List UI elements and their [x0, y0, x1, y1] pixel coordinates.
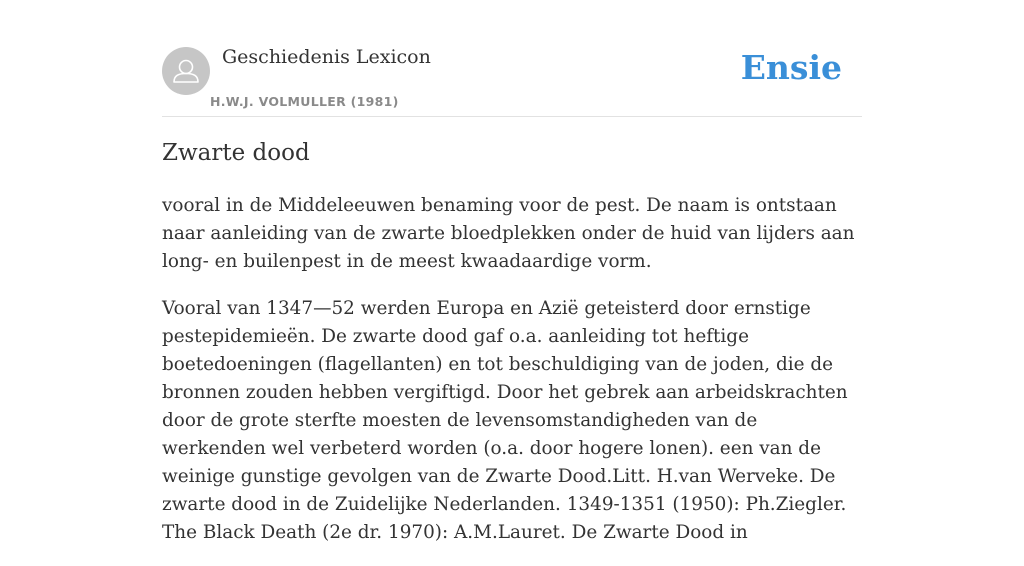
brand-logo[interactable]: Ensie [740, 48, 842, 87]
entry-body [162, 192, 862, 566]
header [162, 0, 862, 117]
avatar[interactable] [162, 47, 210, 95]
entry-page [162, 0, 862, 543]
user-silhouette-icon [162, 47, 210, 95]
book-title[interactable]: Geschiedenis Lexicon [222, 46, 431, 68]
entry-title: Zwarte dood [162, 140, 310, 166]
author-credit[interactable]: H.W.J. VOLMULLER (1981) [210, 94, 399, 109]
body-paragraph: vooral in de Middeleeuwen benaming voor de pest. De naam is ontstaan naar aanleiding van de zwarte bloedplekken onder de huid van lijders aan long- en builenpest in de meest kwaadaardige vorm. [162, 195, 855, 272]
body-paragraph: Vooral van 1347—52 werden Europa en Azië geteisterd door ernstige pestepidemieën. De zwarte dood gaf o.a. aanleiding tot heftige boetedoeningen (flagellanten) en tot beschuldiging van de joden, die de bronnen zouden hebben vergiftigd. Door het gebrek aan arbeidskrachten door de grote sterfte moesten de levensomstandigheden van de werkenden wel verbeterd worden (o.a. door hogere lonen). een van de weinige gunstige gevolgen van de Zwarte Dood.Litt. H.van Werveke. De zwarte dood in de Zuidelijke Nederlanden. 1349-1351 (1950): Ph.Ziegler. The Black Death (2e dr. 1970): A.M.Lauret. De Zwarte Dood in [162, 298, 848, 543]
